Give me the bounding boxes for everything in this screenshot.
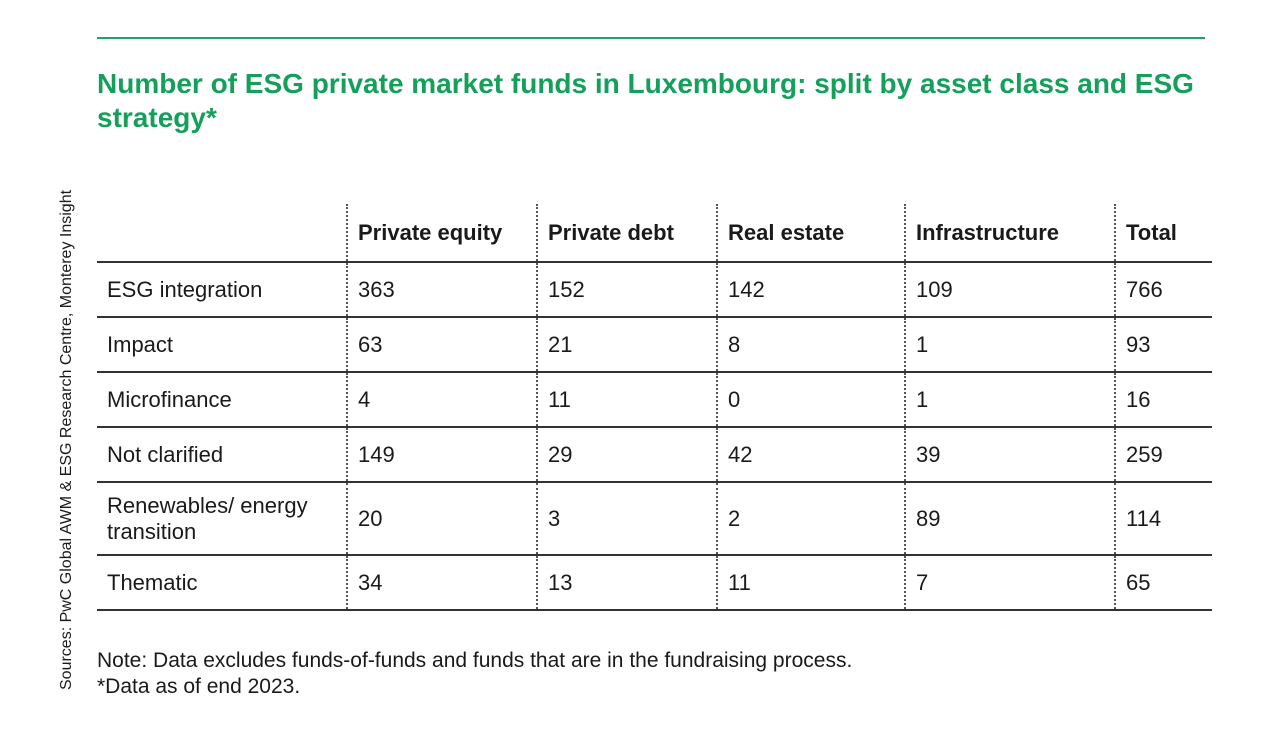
table-cell: 142 (717, 262, 905, 317)
table-row (97, 372, 1212, 427)
table-cell: 13 (537, 555, 717, 610)
asterisk-note: *Data as of end 2023. (97, 675, 301, 698)
row-label: Not clarified (97, 427, 347, 482)
table-cell: 34 (347, 555, 537, 610)
table-cell: 89 (905, 482, 1115, 555)
table-cell: 39 (905, 427, 1115, 482)
row-label: Microfinance (97, 372, 347, 427)
table-row (97, 555, 1212, 610)
table-cell: 2 (717, 482, 905, 555)
column-header: Infrastructure (905, 204, 1115, 262)
table-cell: 149 (347, 427, 537, 482)
column-header: Real estate (717, 204, 905, 262)
table-cell: 766 (1115, 262, 1212, 317)
table-cell: 109 (905, 262, 1115, 317)
table-cell: 259 (1115, 427, 1212, 482)
chart-title: Number of ESG private market funds in Luxembourg: split by asset class and ESG strategy* (97, 68, 1194, 133)
footnotes (97, 648, 852, 700)
header-row (97, 204, 1212, 262)
column-header: Private equity (347, 204, 537, 262)
table-cell: 20 (347, 482, 537, 555)
table-cell: 363 (347, 262, 537, 317)
table-cell: 65 (1115, 555, 1212, 610)
table-cell: 4 (347, 372, 537, 427)
table-cell: 29 (537, 427, 717, 482)
table-cell: 3 (537, 482, 717, 555)
table-cell: 0 (717, 372, 905, 427)
column-header: Total (1115, 204, 1212, 262)
source-caption: Sources: PwC Global AWM & ESG Research Centre, Monterey Insight (58, 189, 75, 690)
row-label: Renewables/ energy transition (97, 482, 347, 555)
top-rule (97, 37, 1205, 39)
data-table (97, 204, 1212, 611)
table-cell: 8 (717, 317, 905, 372)
table-cell: 1 (905, 317, 1115, 372)
table-cell: 21 (537, 317, 717, 372)
row-label: ESG integration (97, 262, 347, 317)
table-cell: 114 (1115, 482, 1212, 555)
note-text: Note: Data excludes funds-of-funds and funds that are in the fundraising process. (97, 649, 853, 672)
row-label: Impact (97, 317, 347, 372)
table-cell: 63 (347, 317, 537, 372)
table-cell: 93 (1115, 317, 1212, 372)
row-label: Thematic (97, 555, 347, 610)
column-header: Private debt (537, 204, 717, 262)
table-cell: 16 (1115, 372, 1212, 427)
table-cell: 11 (717, 555, 905, 610)
table-row (97, 427, 1212, 482)
table-cell: 11 (537, 372, 717, 427)
table-cell: 42 (717, 427, 905, 482)
table-cell: 7 (905, 555, 1115, 610)
table-row (97, 262, 1212, 317)
header-stub (97, 204, 347, 262)
table-row (97, 317, 1212, 372)
table-row (97, 482, 1212, 555)
table-cell: 152 (537, 262, 717, 317)
table-cell: 1 (905, 372, 1115, 427)
